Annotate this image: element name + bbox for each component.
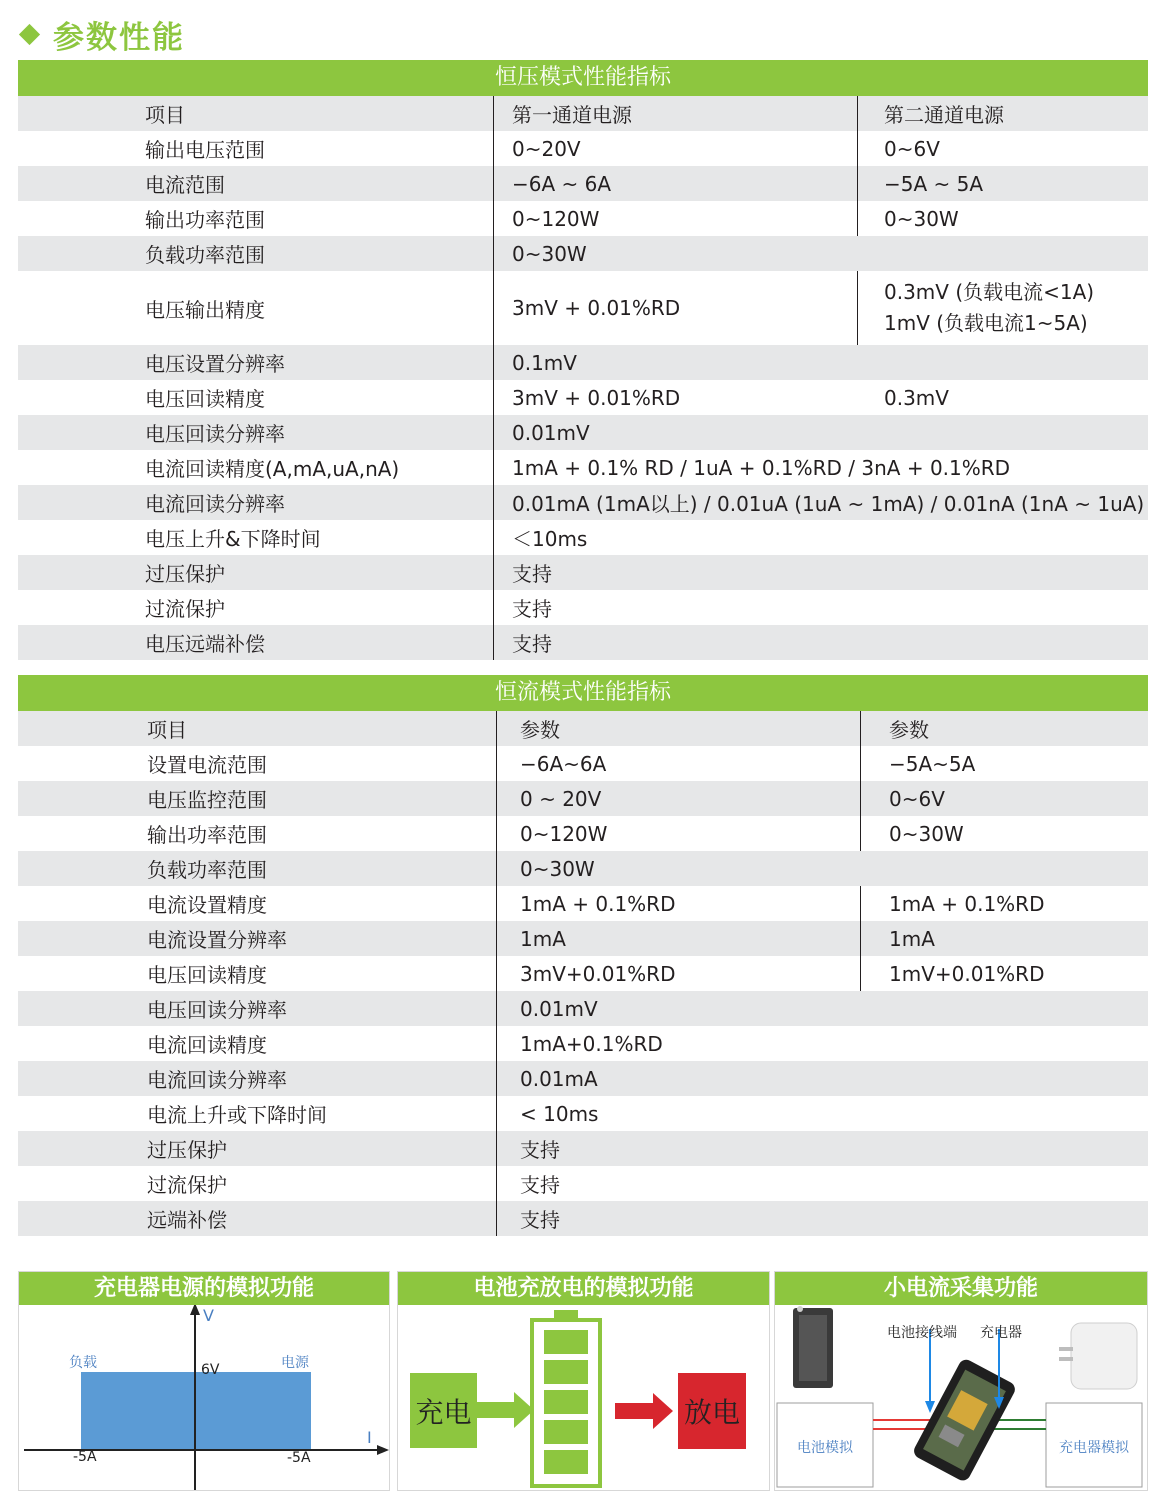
channel2-cell (884, 201, 959, 236)
cell-text: 支持 (512, 632, 552, 656)
cell-text: 支持 (512, 562, 552, 586)
cell-text: 项目 (145, 103, 185, 127)
item-cell (147, 991, 287, 1026)
channel1-cell (520, 1131, 560, 1166)
cell-text: 电压回读分辨率 (147, 998, 287, 1022)
cell-text: < 10ms (520, 1101, 599, 1126)
cell-text: 1mA (520, 926, 566, 951)
item-cell (147, 956, 267, 991)
cc-performance-table (18, 675, 1148, 1236)
channel2-cell (884, 166, 983, 201)
item-cell (147, 781, 267, 816)
cell-text: ＜10ms (512, 527, 588, 551)
item-cell (145, 415, 285, 450)
item-cell (147, 1096, 327, 1131)
battery-simulation-panel (397, 1271, 770, 1491)
channel1-cell (512, 96, 632, 131)
source-label: 电源 (281, 1355, 309, 1371)
cell-text: 远端补偿 (147, 1208, 227, 1232)
v-axis-label: V (203, 1306, 214, 1325)
cell-text: 电流上升或下降时间 (147, 1103, 327, 1127)
channel1-cell (520, 711, 560, 746)
channel1-cell (520, 991, 598, 1026)
channel1-cell (512, 166, 611, 201)
discharge-box (678, 1373, 746, 1449)
cell-text: 电流回读分辨率 (145, 492, 285, 516)
table-row (18, 555, 1148, 590)
discharge-label: 放电 (683, 1396, 740, 1429)
cell-text: 电流设置分辨率 (147, 928, 287, 952)
cell-text: 1mA + 0.1%RD (520, 891, 676, 916)
column-divider (860, 711, 861, 851)
channel2-cell (889, 711, 929, 746)
cell-text: 参数 (889, 718, 929, 742)
item-cell (147, 1026, 267, 1061)
channel2-cell (889, 816, 964, 851)
cell-text: 1mA+0.1%RD (520, 1031, 663, 1056)
column-divider (496, 711, 497, 1236)
cell-text: 负载功率范围 (147, 858, 267, 882)
cell-text: 1mA + 0.1%RD (889, 891, 1045, 916)
battery-level-segment (544, 1450, 588, 1474)
battery-sim-label: 电池模拟 (797, 1440, 853, 1456)
cell-text: 0 ~ 20V (520, 786, 602, 811)
cell-text: 输出电压范围 (145, 138, 265, 162)
channel1-cell (520, 956, 675, 991)
cell-text: 0.1mV (512, 350, 577, 375)
table-row (18, 1061, 1148, 1096)
table-row (18, 781, 1148, 816)
channel1-cell (512, 555, 552, 590)
channel2-cell (884, 380, 949, 415)
channel1-cell (520, 1026, 663, 1061)
cell-text: 电压上升&下降时间 (145, 527, 321, 551)
table-row (18, 1201, 1148, 1236)
channel1-cell (512, 625, 552, 660)
channel1-cell (512, 380, 680, 415)
item-cell (145, 625, 265, 660)
item-cell (147, 711, 187, 746)
left-tick-label: -5A (73, 1449, 97, 1465)
channel2-cell (889, 956, 1044, 991)
cell-text: −6A ~ 6A (512, 171, 612, 196)
cell-text: −6A~6A (520, 751, 607, 776)
item-cell (147, 1166, 227, 1201)
battery-level-segment (544, 1420, 588, 1444)
cell-text: 0~30W (889, 821, 964, 846)
terminal-pointer-icon (925, 1401, 935, 1413)
cell-text: 过压保护 (147, 1138, 227, 1162)
diamond-bullet-icon (19, 23, 40, 44)
item-cell (145, 236, 265, 271)
cell-text: 0~30W (520, 856, 595, 881)
table-row (18, 236, 1148, 271)
charger-sim-label: 充电器模拟 (1059, 1440, 1129, 1456)
cell-text: 电流设置精度 (147, 893, 267, 917)
table-row (18, 131, 1148, 166)
charge-box (410, 1373, 477, 1448)
table-row (18, 816, 1148, 851)
channel1-cell (520, 746, 606, 781)
table-row (18, 1166, 1148, 1201)
table-row (18, 520, 1148, 555)
item-cell (147, 746, 267, 781)
item-cell (145, 166, 225, 201)
cell-text: 0.01mA (520, 1066, 598, 1091)
cell-text: 负载功率范围 (145, 243, 265, 267)
channel2-cell (889, 886, 1044, 921)
charger-simulation-panel (18, 1271, 390, 1491)
cell-text: 设置电流范围 (147, 753, 267, 777)
item-cell (147, 1061, 287, 1096)
item-cell (145, 271, 265, 345)
item-cell (145, 201, 265, 236)
cell-text: 过流保护 (147, 1173, 227, 1197)
table-row (18, 1131, 1148, 1166)
charge-arrow-icon (476, 1390, 536, 1430)
section-heading-text: 参数性能 (53, 19, 185, 56)
cell-text: 0.3mV (884, 385, 949, 410)
item-cell (147, 1131, 227, 1166)
table-row (18, 886, 1148, 921)
channel1-cell (520, 886, 675, 921)
channel1-cell (520, 1201, 560, 1236)
battery-level-segment (544, 1330, 588, 1354)
cell-text: −5A ~ 5A (884, 171, 984, 196)
cell-text: 支持 (512, 597, 552, 621)
channel1-cell (512, 590, 552, 625)
cv-table-title: 恒压模式性能指标 (18, 60, 1148, 96)
table-row (18, 450, 1148, 485)
table-row (18, 1096, 1148, 1131)
cell-text: 电压回读精度 (147, 963, 267, 987)
cell-text: 电流回读分辨率 (147, 1068, 287, 1092)
cell-text: 0~20V (512, 136, 581, 161)
table-row (18, 345, 1148, 380)
battery-level-segment (544, 1390, 588, 1414)
cell-text: 第一通道电源 (512, 103, 632, 127)
cell-text: 电压回读精度 (145, 387, 265, 411)
table-row (18, 711, 1148, 746)
cell-text: 支持 (520, 1173, 560, 1197)
channel1-cell (512, 520, 587, 555)
item-cell (145, 131, 265, 166)
cell-text: 0~120W (520, 821, 608, 846)
table-row (18, 271, 1148, 345)
table-row (18, 746, 1148, 781)
cell-text: 0.01mV (512, 420, 590, 445)
item-cell (147, 921, 287, 956)
item-cell (145, 380, 265, 415)
cell-text: 0.01mA (1mA以上) / 0.01uA (1uA ~ 1mA) / 0.01nA (1nA ~ 1uA) (512, 492, 1145, 516)
channel1-cell (512, 450, 1010, 485)
cell-text: 电流回读精度 (147, 1033, 267, 1057)
column-divider (857, 96, 858, 236)
channel2-cell (884, 96, 1004, 131)
cell-text: 1mA (889, 926, 935, 951)
cell-text: 0~6V (889, 786, 945, 811)
small-current-panel-title: 小电流采集功能 (775, 1272, 1147, 1305)
cell-text: 0~6V (884, 136, 940, 161)
item-cell (145, 485, 285, 520)
discharge-arrow-icon (615, 1391, 675, 1431)
table-row (18, 201, 1148, 236)
section-heading (18, 12, 185, 56)
cc-table-title: 恒流模式性能指标 (18, 675, 1148, 711)
cell-text: 电压监控范围 (147, 788, 267, 812)
cell-text: 0.01mV (520, 996, 598, 1021)
cell-text: 支持 (520, 1138, 560, 1162)
item-cell (145, 520, 321, 555)
column-divider (857, 271, 858, 345)
cell-text: 输出功率范围 (147, 823, 267, 847)
right-tick-label: -5A (287, 1450, 311, 1466)
cell-text: 0~120W (512, 206, 600, 231)
item-cell (147, 816, 267, 851)
cv-performance-table (18, 60, 1148, 660)
channel2-cell (889, 921, 935, 956)
item-cell (147, 1201, 227, 1236)
battery-panel-title: 电池充放电的模拟功能 (398, 1272, 769, 1305)
cell-text: 电压回读分辨率 (145, 422, 285, 446)
table-row (18, 96, 1148, 131)
i-axis-label: I (367, 1428, 372, 1447)
channel1-cell (520, 781, 601, 816)
channel1-cell (512, 415, 590, 450)
channel1-cell (520, 921, 566, 956)
cell-text: 项目 (147, 718, 187, 742)
item-cell (147, 886, 267, 921)
channel1-cell (520, 851, 595, 886)
cell-line: 0.3mV (负载电流<1A) (884, 280, 1095, 304)
cell-text: 电流回读精度(A,mA,uA,nA) (145, 457, 400, 481)
channel1-cell (512, 485, 1144, 520)
channel2-cell (884, 271, 1094, 345)
channel1-cell (520, 816, 607, 851)
channel1-cell (520, 1096, 598, 1131)
small-current-panel (774, 1271, 1148, 1491)
item-cell (145, 450, 399, 485)
cell-text: 电流范围 (145, 173, 225, 197)
cell-text: 电压设置分辨率 (145, 352, 285, 376)
channel1-cell (512, 201, 599, 236)
charge-label: 充电 (415, 1395, 472, 1429)
table-row (18, 625, 1148, 660)
cell-text: 1mV+0.01%RD (889, 961, 1045, 986)
charger-photo-icon (1071, 1323, 1137, 1389)
table-row (18, 166, 1148, 201)
v-tick-label: 6V (201, 1362, 220, 1378)
table-row (18, 380, 1148, 415)
item-cell (145, 345, 285, 380)
item-cell (145, 555, 225, 590)
table-row (18, 485, 1148, 520)
i-axis-arrow-icon (377, 1445, 389, 1455)
battery-icon (530, 1310, 602, 1488)
table-row (18, 956, 1148, 991)
channel2-cell (889, 781, 945, 816)
battery-terminal-label: 电池接线端 (887, 1325, 957, 1341)
v-axis-arrow-icon (190, 1305, 200, 1315)
load-label: 负载 (69, 1355, 97, 1371)
item-cell (145, 96, 185, 131)
cell-text: 1mA + 0.1% RD / 1uA + 0.1%RD / 3nA + 0.1%RD (512, 455, 1011, 480)
cell-text: 0~30W (884, 206, 959, 231)
cell-line: 1mV (负载电流1~5A) (884, 311, 1088, 335)
table-row (18, 851, 1148, 886)
channel1-cell (512, 131, 581, 166)
cell-text: 过流保护 (145, 597, 225, 621)
channel1-cell (512, 236, 587, 271)
cell-text: 3mV + 0.01%RD (512, 296, 681, 320)
cell-text: 支持 (520, 1208, 560, 1232)
column-divider (860, 886, 861, 991)
cell-text: 过压保护 (145, 562, 225, 586)
cell-text: −5A~5A (889, 751, 976, 776)
table-row (18, 921, 1148, 956)
cell-text: 参数 (520, 718, 560, 742)
channel1-cell (520, 1061, 598, 1096)
channel1-cell (512, 345, 577, 380)
item-cell (147, 851, 267, 886)
channel2-cell (889, 746, 975, 781)
cell-text: 电压输出精度 (145, 297, 265, 322)
cell-text: 0~30W (512, 241, 587, 266)
cell-text: 第二通道电源 (884, 103, 1004, 127)
charger-label: 充电器 (980, 1325, 1022, 1341)
channel1-cell (520, 1166, 560, 1201)
charger-panel-title: 充电器电源的模拟功能 (19, 1272, 389, 1305)
battery-body (530, 1318, 602, 1488)
table-row (18, 1026, 1148, 1061)
item-cell (145, 590, 225, 625)
cell-text: 3mV+0.01%RD (520, 961, 676, 986)
column-divider (493, 96, 494, 660)
table-row (18, 415, 1148, 450)
small-current-diagram (775, 1305, 1148, 1491)
cell-text: 电压远端补偿 (145, 632, 265, 656)
table-row (18, 590, 1148, 625)
battery-cap (554, 1310, 578, 1318)
cell-text: 输出功率范围 (145, 208, 265, 232)
battery-level-segment (544, 1360, 588, 1384)
channel1-cell (512, 271, 680, 345)
table-row (18, 991, 1148, 1026)
channel2-cell (884, 131, 940, 166)
cell-text: 3mV + 0.01%RD (512, 385, 681, 410)
